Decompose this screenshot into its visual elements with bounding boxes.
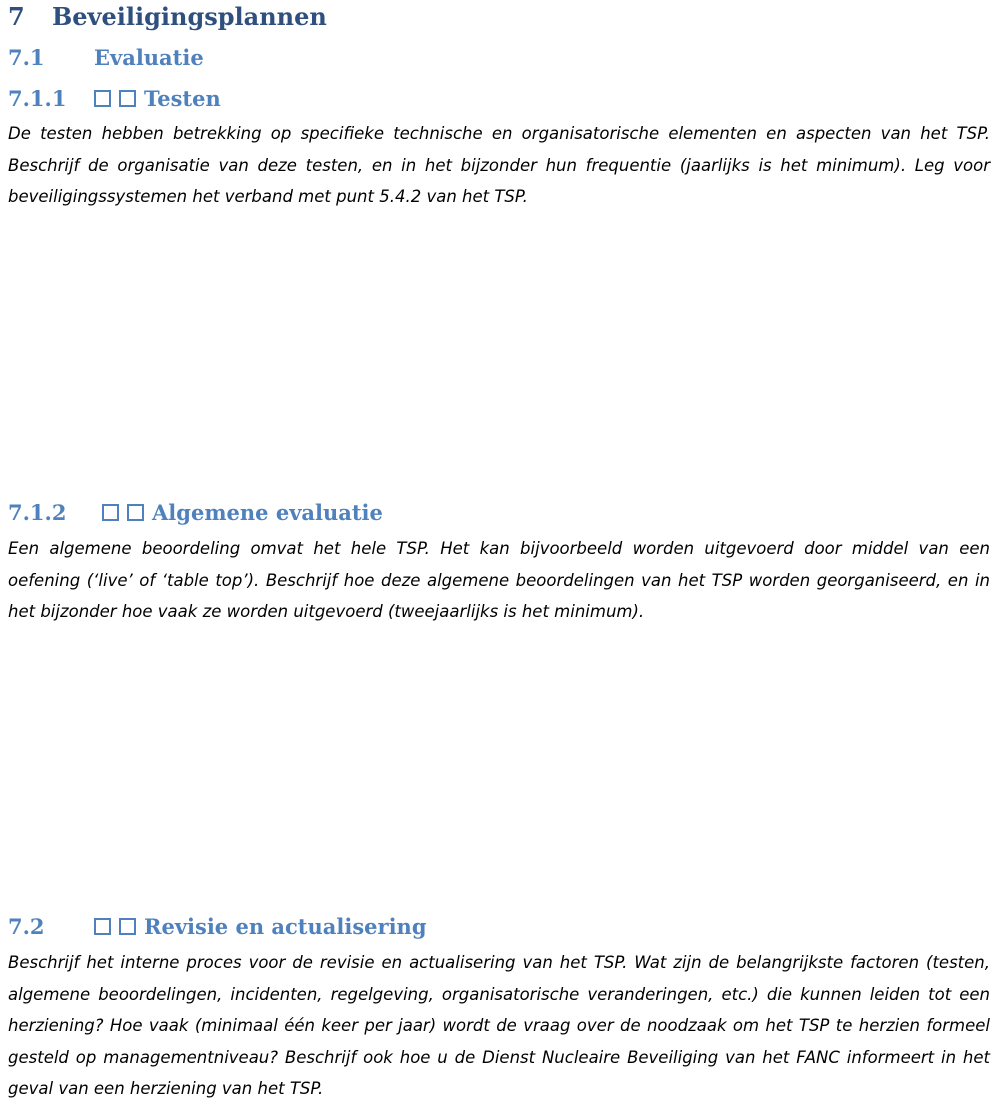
checkbox-not-applicable[interactable]	[102, 504, 119, 521]
checkbox-applicable[interactable]	[119, 90, 136, 107]
checkbox-not-applicable[interactable]	[94, 90, 111, 107]
section-number: 7.2	[8, 914, 45, 939]
chapter-heading	[8, 1, 327, 33]
checkbox-not-applicable[interactable]	[94, 918, 111, 935]
section-heading-7-1-2	[8, 498, 383, 528]
section-body-7-1-2: Een algemene beoordeling omvat het hele TSP. Het kan bijvoorbeeld worden uitgevoerd door middel van een oefening (‘live’ of ‘table top’). Beschrijf hoe deze algemene beoordelingen van het TSP worden georganiseerd, en in het bijzonder hoe vaak ze worden uitgevoerd (tweejaarlijks is het minimum).	[8, 539, 990, 621]
section-number: 7.1	[8, 45, 45, 70]
section-heading-7-2	[8, 912, 427, 942]
section-body-7-2: Beschrijf het interne proces voor de revisie en actualisering van het TSP. Wat zijn de belangrijkste factoren (testen, algemene beoordelingen, incidenten, regelgeving, organisatorische veranderingen, etc.) die kunnen leiden tot een herziening? Hoe vaak (minimaal één keer per jaar) wordt de vraag over de noodzaak om het TSP te herzien formeel gesteld op managementniveau? Beschrijf ook hoe u de Dienst Nucleaire Beveiliging van het FANC informeert in het geval van een herziening van het TSP.	[8, 953, 990, 1098]
section-title: Revisie en actualisering	[144, 914, 427, 939]
section-title: Evaluatie	[94, 45, 204, 70]
chapter-title: Beveiligingsplannen	[52, 2, 327, 31]
section-heading-7-1	[8, 43, 204, 73]
section-heading-7-1-1	[8, 84, 221, 114]
checkbox-applicable[interactable]	[119, 918, 136, 935]
section-title: Testen	[144, 86, 221, 111]
section-number: 7.1.2	[8, 500, 67, 525]
section-body-7-1-1: De testen hebben betrekking op specifieke technische en organisatorische elementen en aspecten van het TSP. Beschrijf de organisatie van deze testen, en in het bijzonder hun frequentie (jaarlijks is het minimum). Leg voor beveiligingssystemen het verband met punt 5.4.2 van het TSP.	[8, 124, 990, 206]
chapter-number: 7	[8, 2, 25, 31]
section-title: Algemene evaluatie	[152, 500, 383, 525]
checkbox-applicable[interactable]	[127, 504, 144, 521]
section-number: 7.1.1	[8, 86, 67, 111]
